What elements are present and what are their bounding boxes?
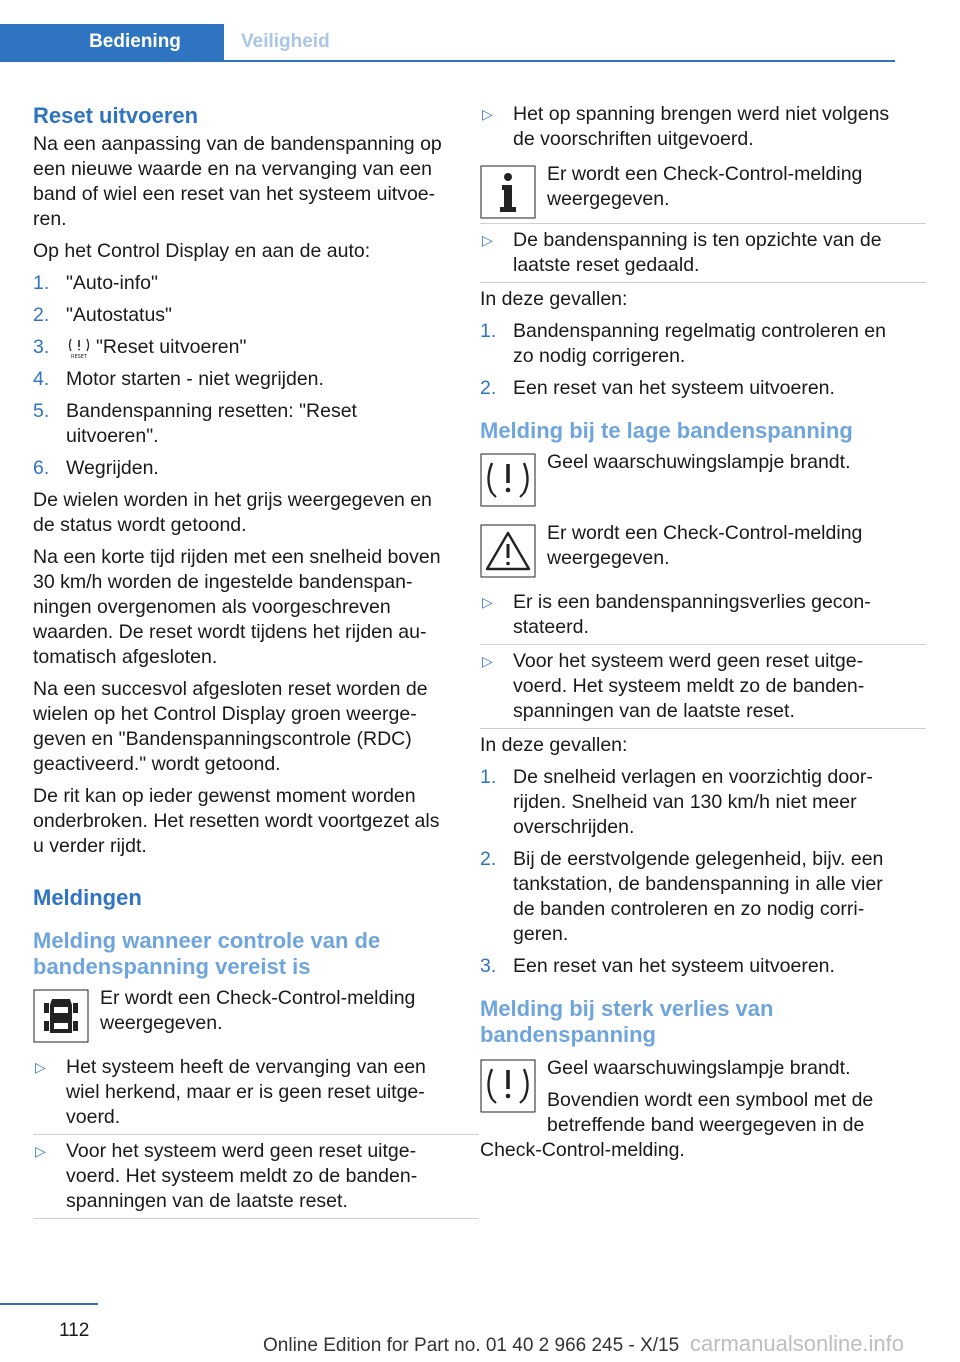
list-item: 6. Wegrijden. [33,457,159,479]
list-item: ▷ Het op spanning brengen werd niet volgens de voorschriften uitgevoerd. Er wordt een Check-Control-melding weergegeven. [480,102,898,219]
list-item: 1. Bandenspanning regelmatig controleren en zo nodig corrigeren. [480,320,886,367]
steps-2 [480,765,898,979]
low-lamp-text: Geel waarschuwingslampje brandt. [547,451,851,473]
reset-title: Reset uitvoeren [33,103,199,128]
low-pressure-title: Melding bij te lage bandenspanning [480,418,853,443]
list-item: 1. "Auto-info" [33,272,158,294]
controle-title: Melding wanneer controle van de bandenspanning vereist is [33,928,381,979]
car-tires-icon [33,989,89,1043]
in-cases-2: In deze gevallen: [480,734,628,756]
top-bullets [480,102,898,278]
in-cases-1: In deze gevallen: [480,288,628,310]
list-item: ▷ Er is een bandenspanningsverlies geconstateerd. [480,590,898,640]
para-grey: De wielen worden in het grijs weergegeven en de status wordt getoond. [33,489,432,536]
para-speed: Na een korte tijd rijden met een snelheid boven 30 km/h worden de ingestelde bandenspanningen overgenomen als voorgeschreven waarden. De reset wordt tijdens het rijden automatisch afgesloten. [33,546,441,668]
para-success: Na een succesvol afgesloten reset worden de wielen op het Control Display groen weergegeven en "Bandenspanningscontrole (RDC) geactiveerd." wordt getoond. [33,678,428,775]
triangle-bullet-icon: ▷ [482,594,493,610]
list-item: ▷ Voor het systeem werd geen reset uitgevoerd. Het systeem meldt zo de bandenspanningen van de laatste reset. [480,649,898,724]
para-interrupt: De rit kan op ieder gewenst moment worden onderbroken. Het resetten wordt voortgezet als u verder rijdt. [33,785,440,857]
triangle-bullet-icon: ▷ [482,232,493,248]
list-item: ▷ Het systeem heeft de vervanging van een wiel herkend, maar er is geen reset uitgevoerd. [33,1055,451,1130]
page-header [0,24,895,62]
controle-icon-text: Er wordt een Check-Control-melding weergegeven. [100,987,416,1034]
triangle-bullet-icon: ▷ [35,1143,46,1159]
strong-text: Bovendien wordt een symbool met de betreffende band weergegeven in de Check-Control-melding. [480,1089,874,1161]
list-item: 4. Motor starten - niet wegrijden. [33,368,324,390]
svg-text:RESET: RESET [70,353,88,359]
strong-loss-title: Melding bij sterk verlies van bandenspanning [480,996,774,1047]
header-divider [0,60,895,62]
list-item: 2. Bij de eerstvolgende gelegenheid, bijv. een tankstation, de bandenspanning in alle vier de banden controleren en zo nodig corrigeren. [480,848,884,945]
strong-lamp-text: Geel waarschuwingslampje brandt. [547,1057,851,1079]
low-lamp-box [480,450,898,507]
low-warning-box [480,521,898,578]
info-icon-text: Er wordt een Check-Control-melding weergegeven. [547,163,863,210]
meldingen-title: Meldingen [33,885,142,910]
low-warning-text: Er wordt een Check-Control-melding weergegeven. [547,522,863,569]
right-column [480,102,898,1170]
list-item: 2. "Autostatus" [33,304,172,326]
warning-triangle-icon [480,524,536,578]
strong-loss-box [480,1056,898,1163]
control-display-text: Op het Control Display en aan de auto: [33,240,371,262]
left-column [33,102,451,1223]
list-item: ▷ Voor het systeem werd geen reset uitgevoerd. Het systeem meldt zo de bandenspanningen van de laatste reset. [33,1139,451,1214]
triangle-bullet-icon: ▷ [482,653,493,669]
steps-1 [480,319,898,401]
list-item: 3. RESET "Reset uitvoeren" [33,336,247,359]
low-bullets [480,590,898,724]
reset-intro: Na een aanpassing van de bandenspanning op een nieuwe waarde en na vervanging van een band of wiel een reset van het systeem uitvoeren. [33,133,442,230]
info-icon-box [480,162,898,219]
watermark: carmanualsonline.info [690,1331,905,1356]
tire-pressure-warning-icon [480,453,536,507]
reset-steps [33,271,451,481]
list-item: ▷ De bandenspanning is ten opzichte van de laatste reset gedaald. [480,228,898,278]
tab-bediening[interactable]: Bediening [0,24,224,60]
tire-reset-icon [66,337,92,359]
edition-text: Online Edition for Part no. 01 40 2 966 245 - X/15 [263,1335,680,1356]
info-icon [480,165,536,219]
controle-icon-box [33,986,451,1043]
triangle-bullet-icon: ▷ [482,106,493,122]
list-item: 5. Bandenspanning resetten: "Reset uitvoeren". [33,400,357,447]
controle-bullets [33,1055,451,1214]
page-number: 112 [59,1320,90,1341]
list-item: 2. Een reset van het systeem uitvoeren. [480,377,835,399]
list-item: 3. Een reset van het systeem uitvoeren. [480,955,835,977]
tire-pressure-warning-icon [480,1059,536,1113]
triangle-bullet-icon: ▷ [35,1059,46,1075]
list-item: 1. De snelheid verlagen en voorzichtig doorrijden. Snelheid van 130 km/h niet meer overschrijden. [480,766,873,838]
tab-veiligheid[interactable]: Veiligheid [224,24,364,60]
footer-divider [0,1303,98,1305]
